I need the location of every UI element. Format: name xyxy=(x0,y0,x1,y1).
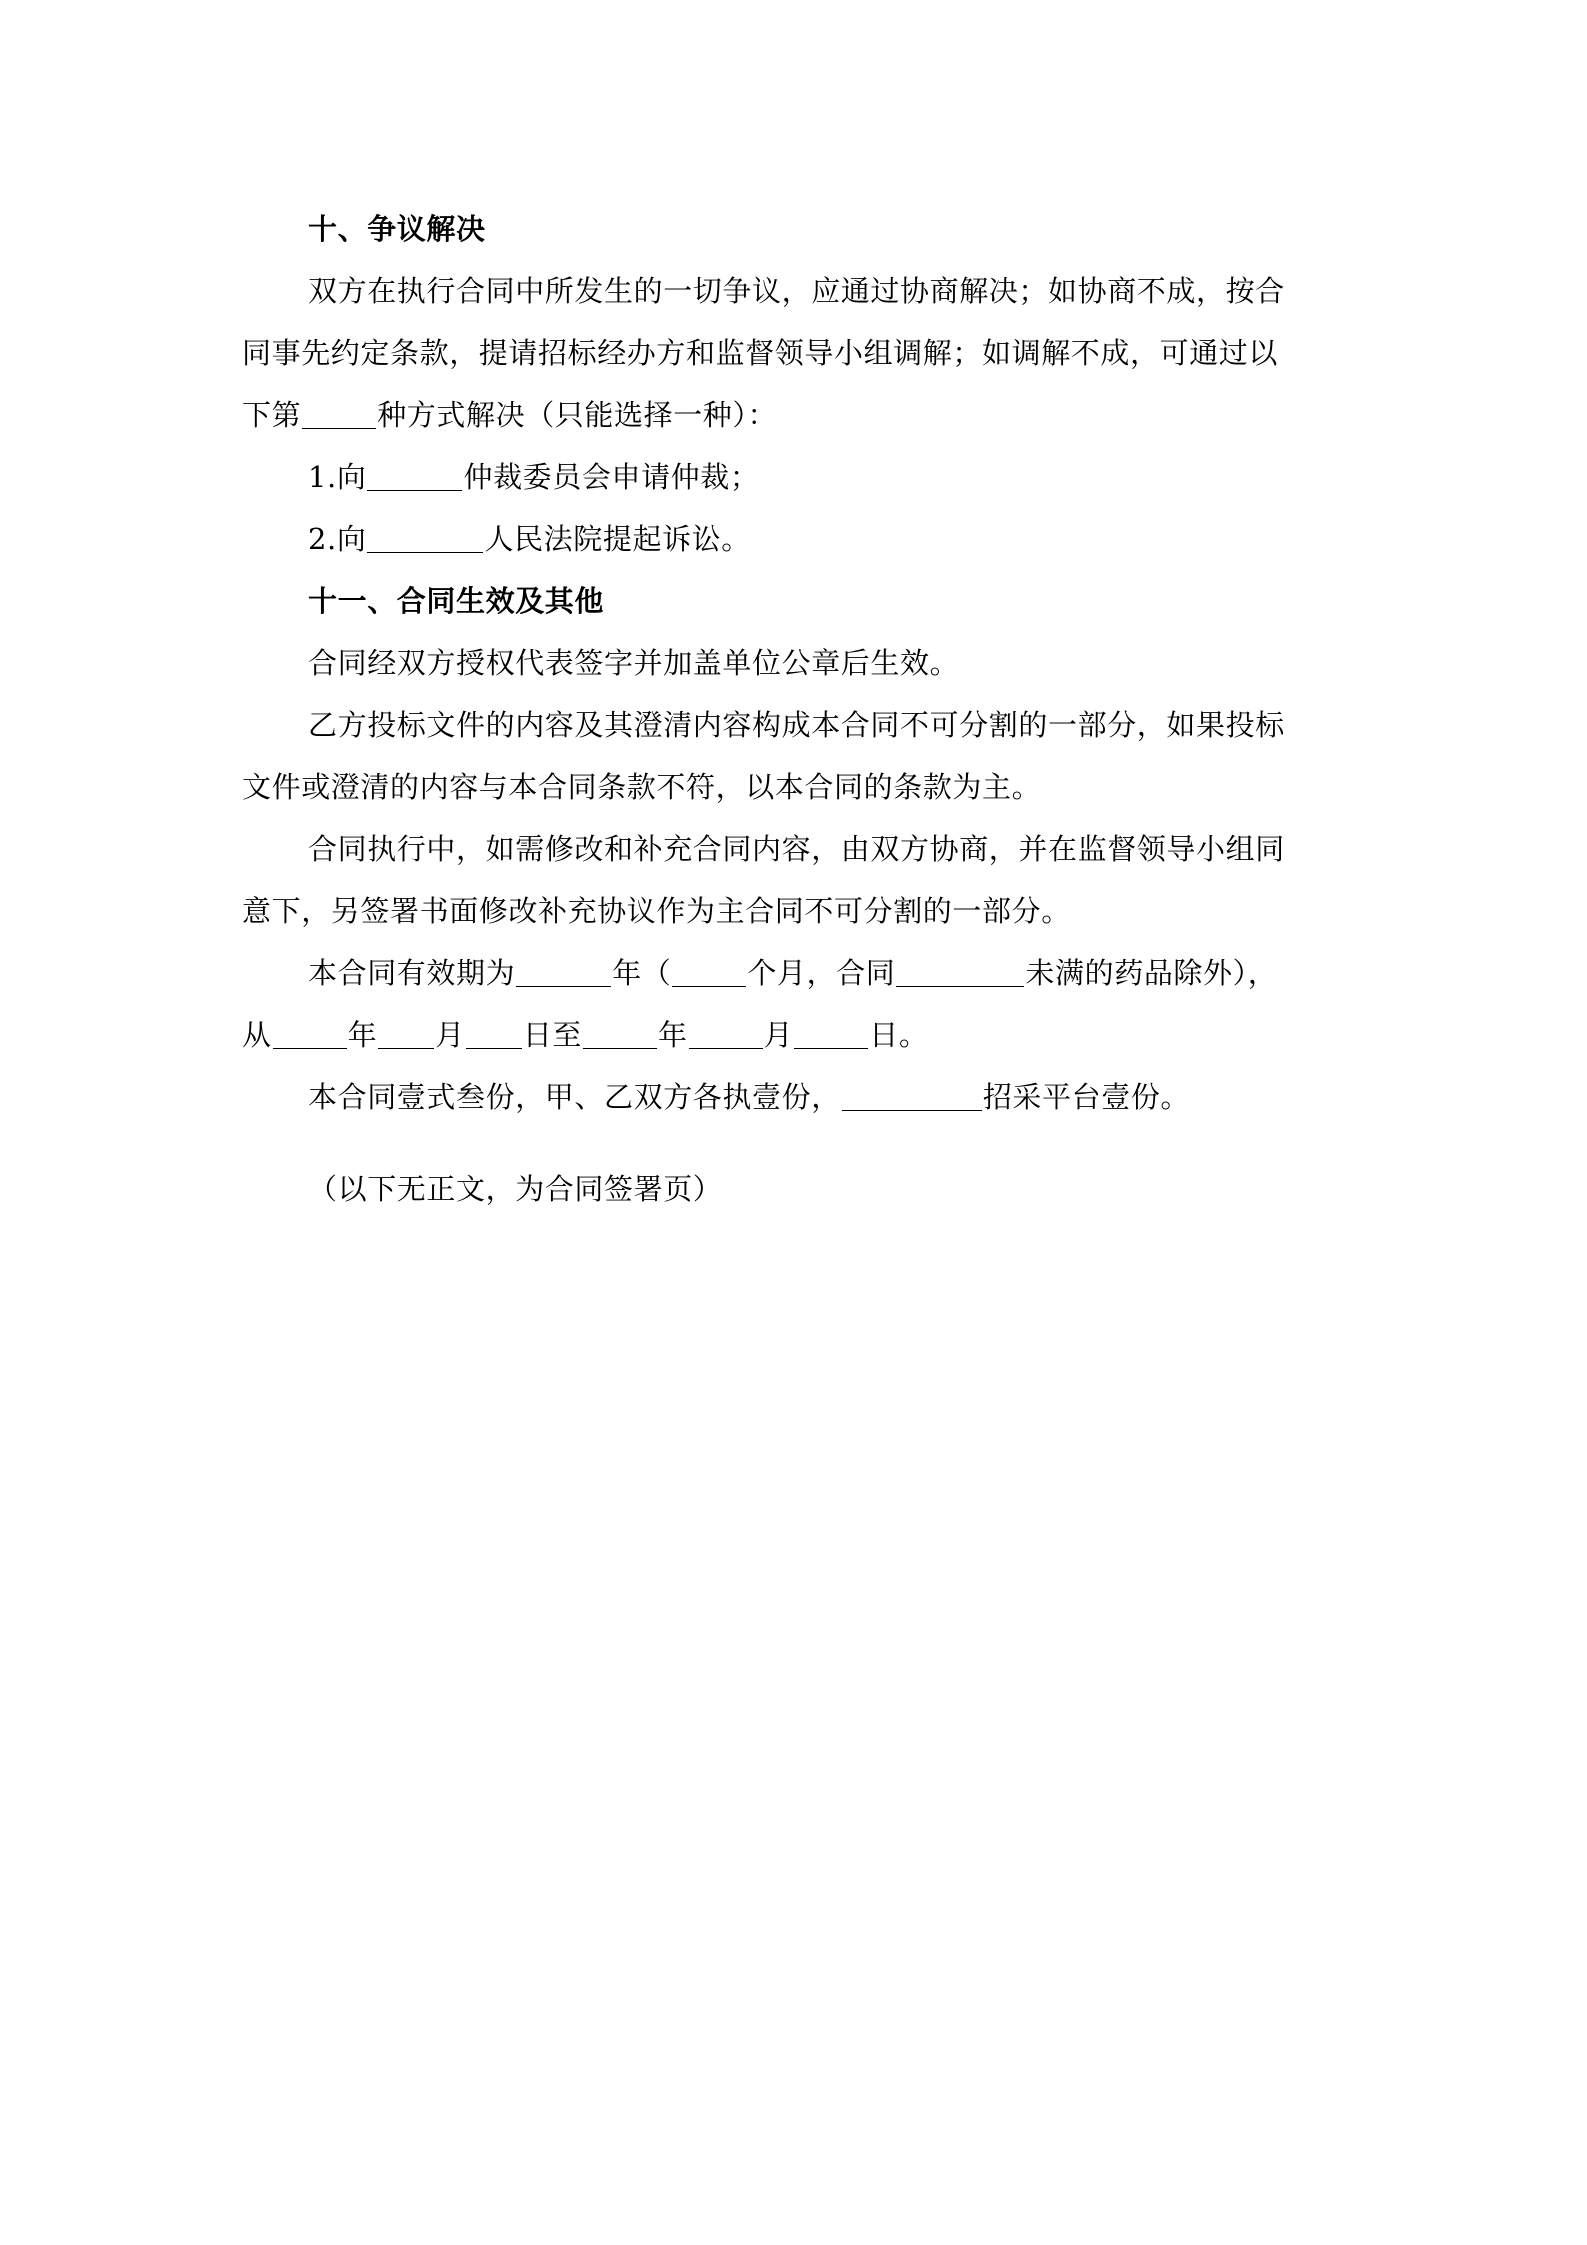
fill-blank xyxy=(516,958,611,987)
footer-note: （以下无正文，为合同签署页） xyxy=(308,1172,723,1206)
copies-line xyxy=(242,1066,1354,1128)
text-segment: 本合同壹式叁份，甲、乙双方各执壹份， xyxy=(308,1080,841,1114)
text-segment: 2.向 xyxy=(308,522,367,556)
fill-blank xyxy=(896,958,1024,987)
fill-blank xyxy=(466,1020,522,1049)
fill-blank xyxy=(583,1020,657,1049)
section-11-paragraph-line: 文件或澄清的内容与本合同条款不符，以本合同的条款为主。 xyxy=(242,770,1042,804)
section-10-paragraph-line: 同事先约定条款，提请招标经办方和监督领导小组调解；如调解不成，可通过以 xyxy=(242,336,1279,370)
text-segment: 仲裁委员会申请仲裁； xyxy=(463,460,760,494)
text-segment: 月 xyxy=(763,1018,794,1052)
text-segment: 本合同有效期为 xyxy=(308,956,516,990)
period-line xyxy=(242,1004,1354,1066)
text-segment: 月 xyxy=(435,1018,465,1052)
fill-blank xyxy=(689,1020,763,1049)
text-segment: 下第 xyxy=(242,398,302,432)
section-10-heading: 十、争议解决 xyxy=(308,212,486,246)
text-segment: 日至 xyxy=(522,1018,583,1052)
fill-blank xyxy=(302,400,376,429)
text-segment: 人民法院提起诉讼。 xyxy=(484,522,751,556)
dispute-option-2 xyxy=(242,508,1354,570)
section-11-paragraph-line: 乙方投标文件的内容及其澄清内容构成本合同不可分割的一部分，如果投标 xyxy=(308,708,1285,742)
text-segment: 未满的药品除外）， xyxy=(1025,956,1278,990)
text-segment: 从 xyxy=(242,1018,272,1052)
text-segment: 种方式解决（只能选择一种）： xyxy=(377,398,778,432)
fill-blank xyxy=(672,958,746,987)
section-11-paragraph-line: 合同执行中，如需修改和补充合同内容，由双方协商，并在监督领导小组同 xyxy=(308,832,1285,866)
spacer xyxy=(242,1128,1354,1158)
fill-blank xyxy=(367,462,462,491)
section-11-paragraph: 合同经双方授权代表签字并加盖单位公章后生效。 xyxy=(308,646,960,680)
section-10-paragraph-line xyxy=(242,384,1354,446)
fill-blank xyxy=(794,1020,868,1049)
text-segment: 招采平台壹份。 xyxy=(982,1080,1191,1114)
section-10-paragraph-line: 双方在执行合同中所发生的一切争议，应通过协商解决；如协商不成，按合 xyxy=(308,274,1285,308)
fill-blank xyxy=(367,524,483,553)
document-body xyxy=(242,198,1354,1220)
text-segment: 日。 xyxy=(869,1018,929,1052)
fill-blank xyxy=(842,1082,982,1111)
section-11-heading: 十一、合同生效及其他 xyxy=(308,584,605,618)
section-11-paragraph-line: 意下，另签署书面修改补充协议作为主合同不可分割的一部分。 xyxy=(242,894,1071,928)
text-segment: 年 xyxy=(658,1018,688,1052)
text-segment: 个月，合同 xyxy=(747,956,896,990)
validity-line xyxy=(242,942,1354,1004)
text-segment: 年（ xyxy=(612,956,672,990)
fill-blank xyxy=(273,1020,347,1049)
fill-blank xyxy=(378,1020,434,1049)
text-segment: 年 xyxy=(347,1018,378,1052)
text-segment: 1.向 xyxy=(308,460,367,494)
dispute-option-1 xyxy=(242,446,1354,508)
